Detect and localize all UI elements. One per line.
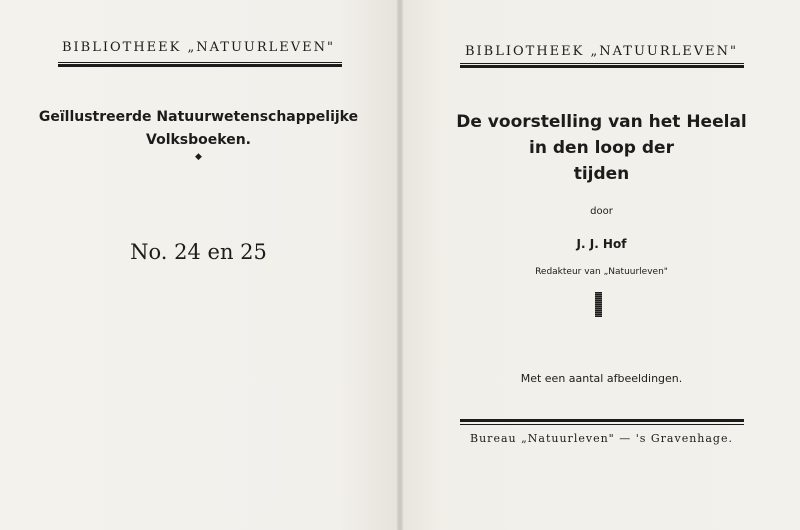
left-subtitle-line2: Volksboeken. bbox=[146, 132, 251, 148]
volume-number: No. 24 en 25 bbox=[130, 240, 267, 264]
left-series-header: BIBLIOTHEEK „NATUURLEVEN" bbox=[61, 40, 335, 55]
left-header-rule-thick bbox=[58, 64, 342, 67]
title-line2: in den loop der bbox=[529, 138, 674, 158]
title-line3: tijden bbox=[573, 164, 630, 184]
author-role: Redakteur van „Natuurleven" bbox=[535, 267, 668, 277]
left-subtitle-line1: Geïllustreerde Natuurwetenschappelijke bbox=[38, 109, 359, 125]
ornament-diamond-icon: ◆ bbox=[195, 152, 202, 162]
title-line1: De voorstelling van het Heelal bbox=[456, 112, 747, 132]
decorative-bar-icon bbox=[595, 292, 602, 317]
right-header-rule-thick bbox=[460, 65, 744, 68]
author-name: J. J. Hof bbox=[576, 237, 627, 251]
by-label: door bbox=[590, 206, 613, 217]
illustrations-note: Met een aantal afbeeldingen. bbox=[520, 372, 683, 385]
publisher-line: Bureau „Natuurleven" — 's Gravenhage. bbox=[470, 432, 733, 445]
left-header-rule-thin bbox=[58, 62, 342, 63]
right-series-header: BIBLIOTHEEK „NATUURLEVEN" bbox=[464, 44, 738, 59]
left-page bbox=[0, 0, 397, 530]
right-header-rule-thin bbox=[460, 63, 744, 64]
footer-rule-thin bbox=[460, 424, 744, 425]
right-page bbox=[403, 0, 800, 530]
footer-rule-thick bbox=[460, 419, 744, 422]
